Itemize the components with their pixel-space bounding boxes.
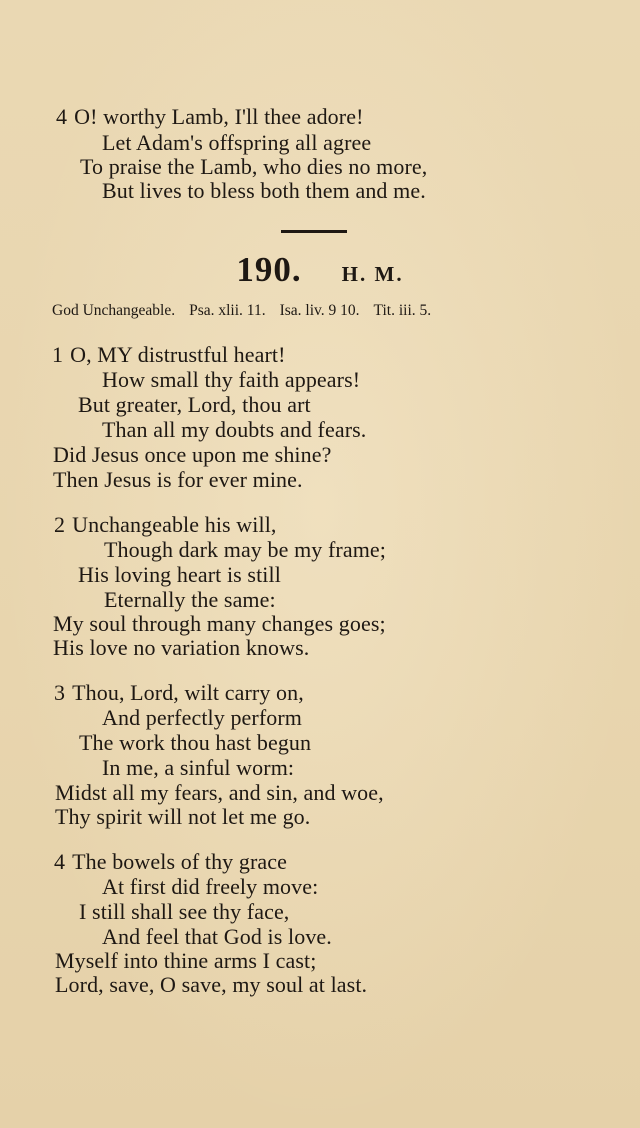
stanza-3-line-2: And perfectly perform — [102, 705, 303, 730]
stanza-3-line-4: In me, a sinful worm: — [102, 755, 295, 780]
stanza-4-line-6: Lord, save, O save, my soul at last. — [55, 972, 368, 997]
stanza-3-line-3: The work thou hast begun — [79, 730, 312, 755]
stanza-number: 4 — [54, 849, 66, 874]
stanza-3-line-1: 3 Thou, Lord, wilt carry on, — [54, 680, 304, 705]
section-divider — [281, 230, 347, 233]
scripture-ref: Psa. xlii. 11. — [189, 302, 266, 319]
stanza-number: 4 — [56, 104, 68, 129]
stanza-2-line-6: His love no variation knows. — [53, 635, 310, 660]
stanza-4-line-2: At first did freely move: — [102, 874, 319, 899]
stanza-2-line-4: Eternally the same: — [104, 587, 276, 612]
stanza-4-line-1: 4 The bowels of thy grace — [54, 849, 287, 874]
hymn-subtitle — [52, 302, 431, 320]
stanza-3-line-6: Thy spirit will not let me go. — [55, 804, 311, 829]
scripture-ref: Tit. iii. 5. — [373, 302, 432, 319]
stanza-2-line-5: My soul through many changes goes; — [53, 611, 386, 636]
stanza-1-line-3: But greater, Lord, thou art — [78, 392, 311, 417]
scripture-ref: Isa. liv. 9 10. — [279, 302, 360, 319]
stanza-3-line-5: Midst all my fears, and sin, and woe, — [55, 780, 384, 805]
stanza-1-line-2: How small thy faith appears! — [102, 367, 361, 392]
prev-stanza-line-2: Let Adam's offspring all agree — [102, 130, 372, 155]
hymn-topic: God Unchangeable. — [52, 302, 176, 319]
hymn-heading — [0, 250, 640, 290]
stanza-4-line-3: I still shall see thy face, — [79, 899, 290, 924]
prev-stanza-line-1: 4 O! worthy Lamb, I'll thee adore! — [56, 104, 364, 129]
stanza-1-line-4: Than all my doubts and fears. — [102, 417, 367, 442]
hymn-number: 190. — [236, 250, 302, 289]
stanza-4-line-4: And feel that God is love. — [102, 924, 332, 949]
stanza-1-line-1: 1 O, MY distrustful heart! — [52, 342, 286, 367]
stanza-1-line-6: Then Jesus is for ever mine. — [53, 467, 303, 492]
prev-stanza-line-3: To praise the Lamb, who dies no more, — [80, 154, 428, 179]
stanza-2-line-3: His loving heart is still — [78, 562, 281, 587]
stanza-4-line-5: Myself into thine arms I cast; — [55, 948, 317, 973]
stanza-number: 3 — [54, 680, 66, 705]
stanza-1-line-5: Did Jesus once upon me shine? — [53, 442, 332, 467]
stanza-number: 1 — [52, 342, 64, 367]
prev-stanza-line-4: But lives to bless both them and me. — [102, 178, 426, 203]
stanza-number: 2 — [54, 512, 66, 537]
stanza-2-line-2: Though dark may be my frame; — [104, 537, 386, 562]
hymn-meter: H. M. — [341, 262, 404, 286]
stanza-2-line-1: 2 Unchangeable his will, — [54, 512, 277, 537]
